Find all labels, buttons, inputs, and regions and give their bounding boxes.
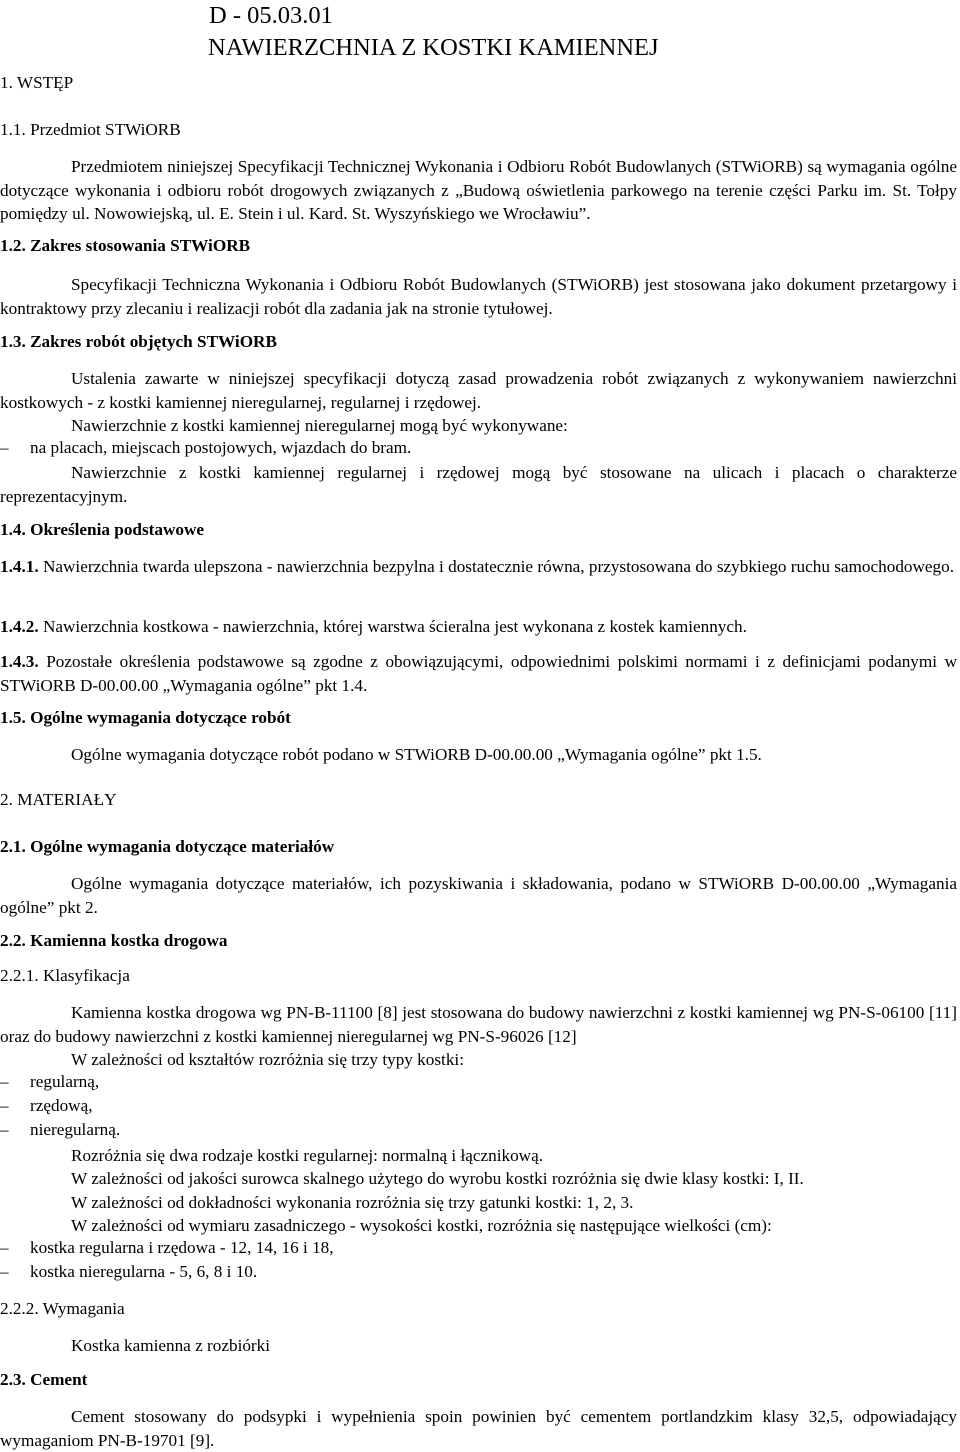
section-2-2-1-text-5: W zależności od dokładności wykonania rozróżnia się trzy gatunki kostki: 1, 2, 3. xyxy=(71,1193,634,1212)
doc-title: NAWIERZCHNIA Z KOSTKI KAMIENNEJ xyxy=(208,34,659,61)
section-1-heading: 1. WSTĘP xyxy=(0,73,74,92)
dash-bullet: – xyxy=(0,1120,9,1139)
document-page: D - 05.03.01 NAWIERZCHNIA Z KOSTKI KAMIENNEJ 1. WSTĘP 1.1. Przedmiot STWiORB Przedmiotem niniejszej Specyfikacji Technicznej Wykonania i Odbioru Robót Budowlanych (STWiORB) są wymagania ogólne dotyczące wykonania i odbioru robót drogowych związanych z „Budową oświetlenia parkowego na terenie części Parku im. St. Tołpy pomiędzy ul. Nowowiejską, ul. E. Stein i ul. Kard. St. Wyszyńskiego we Wrocławiu”. 1.2. Zakres stosowania STWiORB Specyfikacji Techniczna Wykonania i Odbioru Robót Budowlanych (STWiORB) jest stosowana jako dokument przetargowy i kontraktowy przy zlecaniu i realizacji robót dla zadania jak na stronie tytułowej. 1.3. Zakres robót objętych STWiORB Ustalenia zawarte w niniejszej specyfikacji dotyczą zasad prowadzenia robót związanych z wykonywaniem nawierzchni kostkowych - z kostki kamiennej nieregularnej, regularnej i rzędowej. Nawierzchnie z kostki kamiennej nieregularnej mogą być wykonywane: – na placach, miejscach postojowych, wjazdach do bram. Nawierzchnie z kostki kamiennej regularnej i rzędowej mogą być stosowane na ulicach i placach o charakterze reprezentacyjnym. 1.4. Określenia podstawowe 1.4.1. Nawierzchnia twarda ulepszona - nawierzchnia bezpylna i dostatecznie równa, przystosowana do szybkiego ruchu samochodowego. 1.4.2. Nawierzchnia kostkowa - nawierzchnia, której warstwa ścieralna jest wykonana z kostek kamiennych. 1.4.3. Pozostałe określenia podstawowe są zgodne z obowiązującymi, odpowiednimi polskimi normami i z definicjami podanymi w STWiORB D-00.00.00 „Wymagania ogólne” pkt 1.4. 1.5. Ogólne wymagania dotyczące robót Ogólne wymagania dotyczące robót podano w STWiORB D-00.00.00 „Wymagania ogólne” pkt 1.5. 2. MATERIAŁY 2.1. Ogólne wymagania dotyczące materiałów Ogólne wymagania dotyczące materiałów, ich pozyskiwania i składowania, podano w STWiORB D-00.00.00 „Wymagania ogólne” pkt 2. 2.2. Kamienna kostka drogowa 2.2.1. Klasyfikacja Kamienna kostka drogowa wg PN-B-11100 [8] jest stosowana do budowy nawierzchni z kostki kamiennej wg PN-S-06100 [11] oraz do budowy nawierzchni z kostki kamiennej nieregularnej wg PN-S-96026 [12] W zależności od kształtów rozróżnia się trzy typy kostki: – regularną, – rzędową, – nieregularną. Rozróżnia się dwa rodzaje kostki regularnej: normalną i łącznikową. W zależności od jakości surowca skalnego użytego do wyrobu kostki rozróżnia się dwie klasy kostki: I, II. W zależności od dokładności wykonania rozróżnia się trzy gatunki kostki: 1, 2, 3. W zależności od wymiaru zasadniczego - wysokości kostki, rozróżnia się następujące wielkości (cm): – kostka regularna i rzędowa - 12, 14, 16 i 18, – kostka nieregularna - 5, 6, 8 i 10. 2.2.2. Wymagania Kostka kamienna z rozbiórki 2.3. Cement Cement stosowany do podsypki i wypełnienia spoin powinien być cementem portlandzkim klasy 32,5, odpowiadający wymaganiom PN-B-19701 [9]. xyxy=(0,0,960,1451)
section-2-1-heading: 2.1. Ogólne wymagania dotyczące materiałów xyxy=(0,837,335,856)
section-1-4-3-number: 1.4.3. xyxy=(0,652,39,671)
section-1-4-3-text: Pozostałe określenia podstawowe są zgodne z obowiązującymi, odpowiednimi polskimi normami i z definicjami podanymi w STWiORB D-00.00.00 „Wymagania ogólne” pkt 1.4. xyxy=(0,652,958,695)
section-2-2-2-text: Kostka kamienna z rozbiórki xyxy=(71,1336,271,1355)
dash-bullet: – xyxy=(0,438,9,457)
dash-bullet: – xyxy=(0,1096,9,1115)
section-1-4-2 xyxy=(0,615,957,639)
section-1-2-heading: 1.2. Zakres stosowania STWiORB xyxy=(0,236,251,255)
dash-bullet: – xyxy=(0,1238,9,1257)
section-2-2-1-text-4: W zależności od jakości surowca skalnego użytego do wyrobu kostki rozróżnia się dwie klasy kostki: I, II. xyxy=(71,1169,804,1188)
section-2-3-text: Cement stosowany do podsypki i wypełnienia spoin powinien być cementem portlandzkim klasy 32,5, odpowiadający wymaganiom PN-B-19701 [9]. xyxy=(0,1407,957,1450)
section-1-4-3 xyxy=(0,650,957,697)
section-2-1-text: Ogólne wymagania dotyczące materiałów, ich pozyskiwania i składowania, podano w STWiORB D-00.00.00 „Wymagania ogólne” pkt 2. xyxy=(0,874,957,917)
dash-bullet: – xyxy=(0,1072,9,1091)
section-2-2-heading: 2.2. Kamienna kostka drogowa xyxy=(0,931,228,950)
doc-code: D - 05.03.01 xyxy=(209,2,333,29)
section-1-4-1 xyxy=(0,555,957,579)
section-1-1-text: Przedmiotem niniejszej Specyfikacji Technicznej Wykonania i Odbioru Robót Budowlanych (STWiORB) są wymagania ogólne dotyczące wykonania i odbioru robót drogowych związanych z „Budową oświetlenia parkowego na terenie części Parku im. St. Tołpy pomiędzy ul. Nowowiejską, ul. E. Stein i ul. Kard. St. Wyszyńskiego we Wrocławiu”. xyxy=(0,157,957,224)
section-1-3-text-2: Nawierzchnie z kostki kamiennej nieregularnej mogą być wykonywane: xyxy=(71,416,568,435)
section-1-4-heading: 1.4. Określenia podstawowe xyxy=(0,520,205,539)
section-1-2-text: Specyfikacji Techniczna Wykonania i Odbioru Robót Budowlanych (STWiORB) jest stosowana jako dokument przetargowy i kontraktowy przy zlecaniu i realizacji robót dla zadania jak na stronie tytułowej. xyxy=(0,275,957,318)
section-1-5-heading: 1.5. Ogólne wymagania dotyczące robót xyxy=(0,708,291,727)
section-1-5-text: Ogólne wymagania dotyczące robót podano w STWiORB D-00.00.00 „Wymagania ogólne” pkt 1.5. xyxy=(71,745,762,764)
dash-bullet: – xyxy=(0,1262,9,1281)
section-2-2-1-text-3: Rozróżnia się dwa rodzaje kostki regularnej: normalną i łącznikową. xyxy=(71,1146,544,1165)
section-2-heading: 2. MATERIAŁY xyxy=(0,790,117,809)
section-2-2-1-text-2: W zależności od kształtów rozróżnia się trzy typy kostki: xyxy=(71,1050,464,1069)
section-2-2-1-heading: 2.2.1. Klasyfikacja xyxy=(0,966,130,985)
section-1-3-text-1: Ustalenia zawarte w niniejszej specyfikacji dotyczą zasad prowadzenia robót związanych z wykonywaniem nawierzchni kostkowych - z kostki kamiennej nieregularnej, regularnej i rzędowej. xyxy=(0,369,957,412)
section-1-3-text-3: Nawierzchnie z kostki kamiennej regularnej i rzędowej mogą być stosowane na ulicach i placach o charakterze reprezentacyjnym. xyxy=(0,463,957,506)
section-1-4-1-number: 1.4.1. xyxy=(0,557,39,576)
section-1-4-1-text: Nawierzchnia twarda ulepszona - nawierzchnia bezpylna i dostatecznie równa, przystosowana do szybkiego ruchu samochodowego. xyxy=(42,557,955,576)
section-1-4-2-text: Nawierzchnia kostkowa - nawierzchnia, której warstwa ścieralna jest wykonana z kostek kamiennych. xyxy=(42,617,747,636)
section-2-2-2-heading: 2.2.2. Wymagania xyxy=(0,1299,125,1318)
section-2-2-1-text-6: W zależności od wymiaru zasadniczego - wysokości kostki, rozróżnia się następujące wielkości (cm): xyxy=(71,1216,772,1235)
section-1-1-heading: 1.1. Przedmiot STWiORB xyxy=(0,120,181,139)
section-2-3-heading: 2.3. Cement xyxy=(0,1370,88,1389)
section-1-3-heading: 1.3. Zakres robót objętych STWiORB xyxy=(0,332,277,351)
section-1-4-2-number: 1.4.2. xyxy=(0,617,39,636)
section-2-2-1-text-1: Kamienna kostka drogowa wg PN-B-11100 [8] jest stosowana do budowy nawierzchni z kostki kamiennej wg PN-S-06100 [11] oraz do budowy nawierzchni z kostki kamiennej nieregularnej wg PN-S-96026 [12] xyxy=(0,1003,957,1046)
